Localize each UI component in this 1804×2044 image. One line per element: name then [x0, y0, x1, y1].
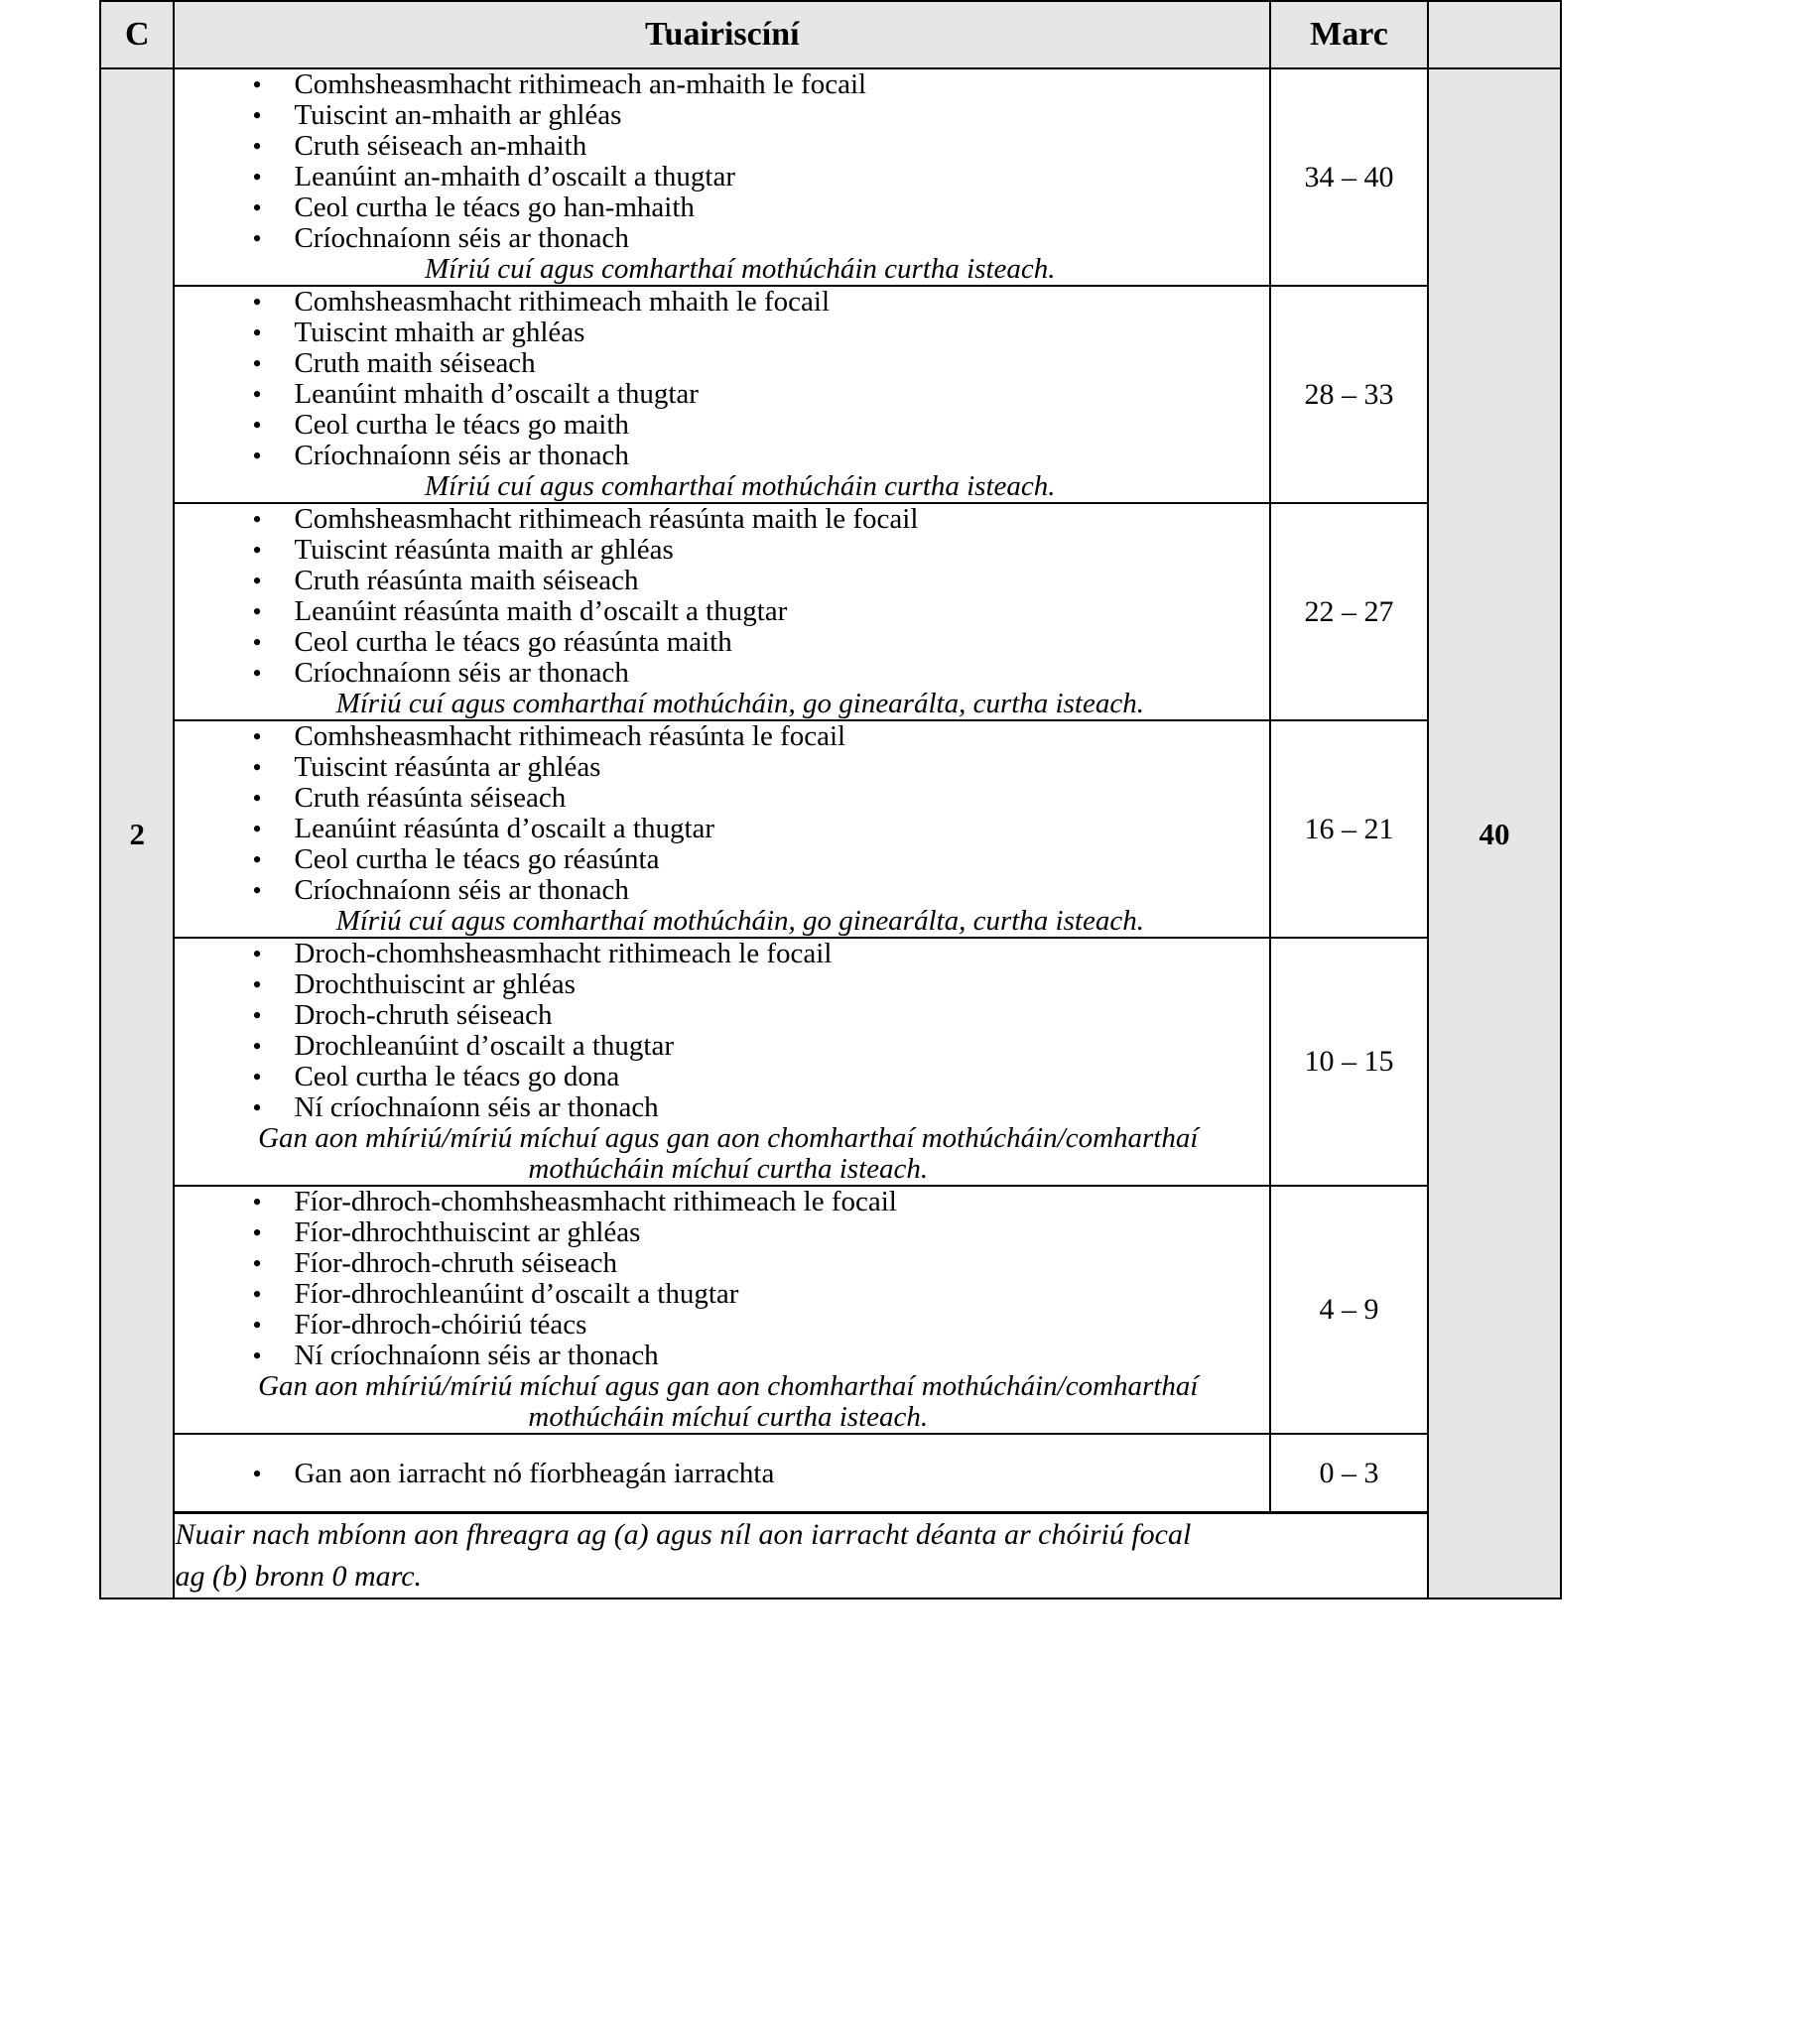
bullet-icon: •: [252, 288, 262, 317]
list-item-label: Comhsheasmhacht rithimeach réasúnta maith le focail: [294, 503, 919, 535]
list-item: [252, 379, 1259, 410]
bullet-icon: •: [252, 505, 262, 534]
marks-cell: 28 – 33: [1270, 286, 1428, 503]
bullet-icon: •: [252, 1341, 262, 1370]
bullet-icon: •: [252, 628, 262, 657]
descriptor-list: [175, 287, 1269, 471]
bullet-icon: •: [252, 1032, 262, 1061]
descriptor-cell: [174, 286, 1270, 503]
list-item: [252, 1310, 1259, 1341]
bullet-icon: •: [252, 784, 262, 813]
descriptor-cell: [174, 720, 1270, 938]
list-item-label: Tuiscint réasúnta maith ar ghléas: [294, 534, 674, 566]
list-item-label: Leanúint mhaith d’oscailt a thugtar: [294, 378, 699, 410]
bullet-icon: •: [252, 101, 262, 130]
descriptor-list: [175, 939, 1269, 1123]
list-item: [252, 441, 1259, 471]
list-item: [252, 814, 1259, 844]
final-note-cell: [174, 1513, 1427, 1599]
list-item-label: Tuiscint an-mhaith ar ghléas: [294, 99, 622, 131]
list-item-label: Tuiscint mhaith ar ghléas: [294, 317, 585, 348]
bullet-icon: •: [252, 163, 262, 192]
bullet-icon: •: [252, 1249, 262, 1278]
list-item: [252, 1062, 1259, 1092]
descriptor-note: Míriú cuí agus comharthaí mothúcháin curtha isteach.: [425, 253, 1056, 285]
table-header-row: [100, 1, 1561, 68]
bullet-icon: •: [252, 567, 262, 595]
list-item: [252, 192, 1259, 223]
list-item-label: Comhsheasmhacht rithimeach réasúnta le focail: [294, 720, 846, 752]
list-item-label: Comhsheasmhacht rithimeach an-mhaith le focail: [294, 68, 867, 100]
descriptor-note: Míriú cuí agus comharthaí mothúcháin, go ginearálta, curtha isteach.: [335, 688, 1144, 719]
list-item: [252, 1000, 1259, 1031]
table-row: [100, 286, 1561, 503]
marking-scheme-table: [99, 0, 1562, 1599]
bullet-icon: •: [252, 845, 262, 874]
bullet-icon: •: [252, 940, 262, 968]
bullet-icon: •: [252, 1460, 262, 1488]
list-item-label: Ceol curtha le téacs go han-mhaith: [294, 192, 695, 223]
bullet-icon: •: [252, 442, 262, 470]
list-item: [252, 348, 1259, 379]
list-item: [252, 752, 1259, 783]
list-item-label: Drochleanúint d’oscailt a thugtar: [294, 1030, 674, 1062]
list-item-label: Droch-chomhsheasmhacht rithimeach le focail: [294, 938, 833, 969]
marks-cell: 22 – 27: [1270, 503, 1428, 720]
final-note-line: Nuair nach mbíonn aon fhreagra ag (a) agus níl aon iarracht déanta ar chóiriú focal: [175, 1518, 1192, 1551]
list-item-label: Críochnaíonn séis ar thonach: [294, 440, 629, 471]
descriptor-list: [175, 504, 1269, 689]
bullet-icon: •: [252, 349, 262, 378]
descriptor-cell: [174, 938, 1270, 1186]
list-item-label: Ní críochnaíonn séis ar thonach: [294, 1091, 659, 1123]
list-item-label: Leanúint an-mhaith d’oscailt a thugtar: [294, 161, 735, 192]
list-item-label: Tuiscint réasúnta ar ghléas: [294, 751, 601, 783]
list-item-label: Fíor-dhroch-chruth séiseach: [294, 1247, 618, 1279]
list-item-label: Ceol curtha le téacs go dona: [294, 1061, 620, 1092]
list-item: [252, 783, 1259, 814]
marks-cell: 4 – 9: [1270, 1186, 1428, 1434]
bullet-icon: •: [252, 319, 262, 347]
descriptor-cell: [174, 1186, 1270, 1434]
list-item: [252, 410, 1259, 441]
list-item: [252, 566, 1259, 596]
table-row-final-note: [100, 1513, 1561, 1599]
list-item: [252, 939, 1259, 969]
list-item-label: Fíor-dhroch-chomhsheasmhacht rithimeach le focail: [294, 1186, 897, 1217]
bullet-icon: •: [252, 1280, 262, 1309]
marks-cell: 16 – 21: [1270, 720, 1428, 938]
list-item-label: Gan aon iarracht nó fíorbheagán iarrachta: [294, 1458, 775, 1489]
bullet-icon: •: [252, 132, 262, 161]
descriptor-note: Míriú cuí agus comharthaí mothúcháin, go ginearálta, curtha isteach.: [335, 905, 1144, 937]
column-header-marks: Marc: [1270, 1, 1428, 68]
marks-cell: 34 – 40: [1270, 68, 1428, 286]
marks-cell: 10 – 15: [1270, 938, 1428, 1186]
band-total-cell: 40: [1428, 68, 1561, 1598]
bullet-icon: •: [252, 224, 262, 253]
bullet-icon: •: [252, 1188, 262, 1216]
list-item-label: Leanúint réasúnta maith d’oscailt a thugtar: [294, 595, 788, 627]
list-item-label: Droch-chruth séiseach: [294, 999, 553, 1031]
bullet-icon: •: [252, 411, 262, 440]
descriptor-note: mothúcháin míchuí curtha isteach.: [528, 1401, 929, 1433]
descriptor-note: Gan aon mhíriú/míriú míchuí agus gan aon chomharthaí mothúcháin/comharthaí: [258, 1122, 1199, 1154]
table-row: [100, 1186, 1561, 1434]
list-item-label: Comhsheasmhacht rithimeach mhaith le focail: [294, 286, 831, 318]
descriptor-list: [175, 1187, 1269, 1371]
list-item: [252, 1187, 1259, 1217]
bullet-icon: •: [252, 193, 262, 222]
table-row: [100, 1434, 1561, 1513]
list-item-label: Drochthuiscint ar ghléas: [294, 968, 576, 1000]
list-item-label: Leanúint réasúnta d’oscailt a thugtar: [294, 813, 715, 844]
list-item: [252, 131, 1259, 162]
table-row: [100, 503, 1561, 720]
list-item: [252, 287, 1259, 318]
bullet-icon: •: [252, 1093, 262, 1122]
list-item: [252, 1217, 1259, 1248]
list-item: [252, 318, 1259, 348]
list-item: [252, 1341, 1259, 1371]
descriptor-list: [175, 721, 1269, 906]
list-item: [252, 1092, 1259, 1123]
bullet-icon: •: [252, 876, 262, 905]
list-item-label: Cruth réasúnta séiseach: [294, 782, 567, 814]
bullet-icon: •: [252, 70, 262, 99]
list-item-label: Fíor-dhrochthuiscint ar ghléas: [294, 1216, 641, 1248]
list-item: [252, 1279, 1259, 1310]
table-row: [100, 720, 1561, 938]
list-item: [252, 223, 1259, 254]
bullet-icon: •: [252, 815, 262, 843]
descriptor-cell: [174, 503, 1270, 720]
list-item-label: Cruth séiseach an-mhaith: [294, 130, 587, 162]
list-item: [252, 627, 1259, 658]
bullet-icon: •: [252, 380, 262, 409]
descriptor-cell: [174, 1434, 1270, 1513]
list-item-label: Fíor-dhrochleanúint d’oscailt a thugtar: [294, 1278, 739, 1310]
list-item: [252, 969, 1259, 1000]
list-item-label: Ceol curtha le téacs go réasúnta maith: [294, 626, 732, 658]
list-item-label: Ní críochnaíonn séis ar thonach: [294, 1340, 659, 1371]
list-item-label: Críochnaíonn séis ar thonach: [294, 874, 629, 906]
list-item-label: Cruth maith séiseach: [294, 347, 536, 379]
list-item: [252, 162, 1259, 192]
list-item: [252, 658, 1259, 689]
marks-cell: 0 – 3: [1270, 1434, 1428, 1513]
list-item: [252, 100, 1259, 131]
list-item-label: Cruth réasúnta maith séiseach: [294, 565, 639, 596]
list-item-label: Críochnaíonn séis ar thonach: [294, 657, 629, 689]
table-row: [100, 938, 1561, 1186]
column-header-total-blank: [1428, 1, 1561, 68]
descriptor-note: mothúcháin míchuí curtha isteach.: [528, 1153, 929, 1185]
descriptor-list: [175, 69, 1269, 254]
descriptor-note: Gan aon mhíriú/míriú míchuí agus gan aon chomharthaí mothúcháin/comharthaí: [258, 1370, 1199, 1402]
bullet-icon: •: [252, 1311, 262, 1340]
descriptor-cell: [174, 68, 1270, 286]
bullet-icon: •: [252, 597, 262, 626]
bullet-icon: •: [252, 970, 262, 999]
list-item-label: Críochnaíonn séis ar thonach: [294, 222, 629, 254]
column-header-c: C: [100, 1, 174, 68]
column-header-descriptors: Tuairiscíní: [174, 1, 1270, 68]
final-note-line: ag (b) bronn 0 marc.: [175, 1560, 423, 1593]
list-item-label: Ceol curtha le téacs go réasúnta: [294, 843, 660, 875]
list-item: [252, 1459, 1259, 1489]
bullet-icon: •: [252, 659, 262, 688]
table-row: [100, 68, 1561, 286]
list-item: [252, 535, 1259, 566]
list-item: [252, 721, 1259, 752]
list-item: [252, 844, 1259, 875]
bullet-icon: •: [252, 536, 262, 565]
list-item: [252, 1031, 1259, 1062]
list-item: [252, 1248, 1259, 1279]
descriptor-list: [175, 1459, 1269, 1489]
band-label-cell: 2: [100, 68, 174, 1598]
list-item: [252, 875, 1259, 906]
list-item: [252, 69, 1259, 100]
bullet-icon: •: [252, 1001, 262, 1030]
list-item-label: Fíor-dhroch-chóiriú téacs: [294, 1309, 587, 1341]
bullet-icon: •: [252, 1218, 262, 1247]
bullet-icon: •: [252, 722, 262, 751]
list-item: [252, 596, 1259, 627]
bullet-icon: •: [252, 1063, 262, 1091]
list-item-label: Ceol curtha le téacs go maith: [294, 409, 629, 441]
bullet-icon: •: [252, 753, 262, 782]
descriptor-note: Míriú cuí agus comharthaí mothúcháin curtha isteach.: [425, 470, 1056, 502]
list-item: [252, 504, 1259, 535]
